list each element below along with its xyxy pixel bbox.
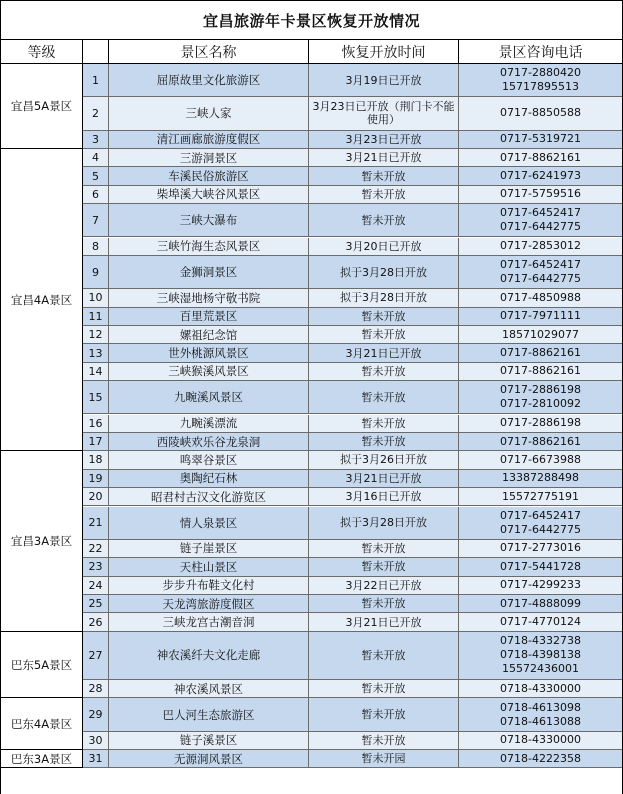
attraction-name: 车溪民俗旅游区 (109, 167, 309, 184)
reopen-time: 暂未开放 (309, 326, 459, 343)
attraction-name: 西陵峡欢乐谷龙泉洞 (109, 433, 309, 450)
phone-cell (459, 732, 622, 749)
phone-cell (459, 344, 622, 361)
attraction-name: 百里荒景区 (109, 308, 309, 325)
level-group-label: 巴东4A景区 (1, 698, 83, 750)
attraction-name: 三峡人家 (109, 97, 309, 129)
phone-number: 0717-6452417 (500, 508, 581, 522)
row-number: 28 (83, 680, 109, 697)
attraction-name: 天柱山景区 (109, 558, 309, 575)
row-number: 29 (83, 698, 109, 730)
phone-number: 0717-8862161 (500, 364, 581, 378)
phone-cell (459, 289, 622, 306)
row-number: 12 (83, 326, 109, 343)
phone-number: 0717-6442775 (500, 220, 581, 234)
reopen-time: 暂未开放 (309, 632, 459, 679)
header-level: 等级 (1, 40, 83, 63)
phone-cell (459, 204, 622, 236)
phone-number: 0717-2773016 (500, 541, 581, 555)
phone-number: 0717-4299233 (500, 578, 581, 592)
phone-number: 0717-8862161 (500, 434, 581, 448)
attraction-name: 三峡湿地杨守敬书院 (109, 289, 309, 306)
row-number: 25 (83, 595, 109, 612)
row-number: 23 (83, 558, 109, 575)
phone-number: 0717-4770124 (500, 615, 581, 629)
row-number: 6 (83, 186, 109, 203)
phone-number: 0717-2886198 (500, 383, 581, 397)
reopen-time: 暂未开放 (309, 732, 459, 749)
table-row (83, 470, 622, 488)
table-row (83, 632, 622, 680)
reopen-time: 暂未开放 (309, 167, 459, 184)
table-row (83, 540, 622, 558)
attraction-name: 三峡大瀑布 (109, 204, 309, 236)
phone-cell (459, 363, 622, 380)
table-row (83, 97, 622, 130)
attraction-name: 柴埠溪大峡谷风景区 (109, 186, 309, 203)
reopen-time: 暂未开园 (309, 750, 459, 767)
row-number: 3 (83, 131, 109, 148)
phone-cell (459, 308, 622, 325)
attraction-name: 屈原故里文化旅游区 (109, 64, 309, 96)
reopen-time: 3月19日已开放 (309, 64, 459, 96)
attraction-name: 昭君村古汉文化游览区 (109, 488, 309, 505)
phone-cell (459, 698, 622, 730)
phone-number: 0718-4330000 (500, 681, 581, 695)
attraction-name: 三峡龙宫古潮音洞 (109, 613, 309, 630)
reopen-time: 暂未开放 (309, 680, 459, 697)
level-group-label: 宜昌4A景区 (1, 149, 83, 451)
level-group-label: 巴东5A景区 (1, 632, 83, 699)
phone-cell (459, 577, 622, 594)
level-group-label: 宜昌3A景区 (1, 451, 83, 632)
phone-number: 0717-2810092 (500, 397, 581, 411)
row-number: 21 (83, 507, 109, 539)
table-row (83, 64, 622, 97)
attraction-name: 鸣翠谷景区 (109, 451, 309, 468)
row-number: 22 (83, 540, 109, 557)
phone-number: 0718-4613098 (500, 700, 581, 714)
attraction-name: 天龙湾旅游度假区 (109, 595, 309, 612)
phone-cell (459, 451, 622, 468)
attraction-name: 奥陶纪石林 (109, 470, 309, 487)
phone-cell (459, 64, 622, 96)
phone-cell (459, 632, 622, 679)
table-row (83, 595, 622, 613)
header-time: 恢复开放时间 (309, 40, 459, 63)
phone-number: 0717-2853012 (500, 239, 581, 253)
reopen-time: 暂未开放 (309, 540, 459, 557)
attraction-name: 链子溪景区 (109, 732, 309, 749)
reopen-time: 3月21日已开放 (309, 613, 459, 630)
phone-cell (459, 415, 622, 432)
table-row (83, 131, 622, 149)
reopen-time: 暂未开放 (309, 363, 459, 380)
reopen-time: 拟于3月28日开放 (309, 256, 459, 288)
phone-number: 0717-2880420 (500, 66, 581, 80)
table-row (83, 613, 622, 631)
row-number: 10 (83, 289, 109, 306)
phone-cell (459, 750, 622, 767)
row-number: 19 (83, 470, 109, 487)
table-row (83, 256, 622, 289)
table-header (1, 40, 622, 64)
phone-cell (459, 326, 622, 343)
phone-number: 0718-4613088 (500, 714, 581, 728)
row-number: 9 (83, 256, 109, 288)
attraction-name: 清江画廊旅游度假区 (109, 131, 309, 148)
phone-number: 18571029077 (502, 327, 579, 341)
table-row (83, 149, 622, 167)
row-number: 18 (83, 451, 109, 468)
table-row (83, 451, 622, 469)
table-row (83, 698, 622, 731)
phone-number: 0717-8862161 (500, 346, 581, 360)
phone-cell (459, 433, 622, 450)
table-row (83, 186, 622, 204)
attraction-name: 世外桃源风景区 (109, 344, 309, 361)
reopen-time: 拟于3月28日开放 (309, 507, 459, 539)
phone-number: 0717-7971111 (500, 309, 581, 323)
reopen-time: 3月23日已开放 (309, 131, 459, 148)
phone-cell (459, 470, 622, 487)
reopen-time: 暂未开放 (309, 186, 459, 203)
row-number: 5 (83, 167, 109, 184)
phone-number: 0718-4330000 (500, 733, 581, 747)
table-row (83, 558, 622, 576)
reopen-time: 暂未开放 (309, 381, 459, 413)
phone-number: 0717-6442775 (500, 272, 581, 286)
level-group-label: 宜昌5A景区 (1, 64, 83, 149)
attraction-name: 三峡竹海生态风景区 (109, 238, 309, 255)
attraction-name: 金狮洞景区 (109, 256, 309, 288)
attraction-name: 嫘祖纪念馆 (109, 326, 309, 343)
phone-number: 15572775191 (502, 489, 579, 503)
reopen-time: 3月16日已开放 (309, 488, 459, 505)
attraction-name: 无源洞风景区 (109, 750, 309, 767)
row-number: 27 (83, 632, 109, 679)
attraction-name: 巴人河生态旅游区 (109, 698, 309, 730)
phone-cell (459, 97, 622, 129)
phone-number: 0718-4222358 (500, 751, 581, 765)
attraction-name: 九畹溪风景区 (109, 381, 309, 413)
phone-cell (459, 507, 622, 539)
row-number: 20 (83, 488, 109, 505)
row-number: 11 (83, 308, 109, 325)
phone-number: 0717-8850588 (500, 106, 581, 120)
reopen-time: 暂未开放 (309, 308, 459, 325)
phone-cell (459, 381, 622, 413)
table-row (83, 680, 622, 698)
phone-number: 0717-8862161 (500, 150, 581, 164)
level-group-label: 巴东3A景区 (1, 750, 83, 768)
phone-number: 0717-5759516 (500, 187, 581, 201)
header-no (83, 40, 109, 63)
phone-number: 0717-6241973 (500, 169, 581, 183)
phone-number: 15717895513 (502, 80, 579, 94)
phone-cell (459, 186, 622, 203)
row-number: 2 (83, 97, 109, 129)
table-row (83, 326, 622, 344)
header-phone: 景区咨询电话 (498, 44, 583, 61)
row-number: 8 (83, 238, 109, 255)
phone-cell (459, 488, 622, 505)
table-row (83, 363, 622, 381)
table-row (83, 507, 622, 540)
header-name: 景区名称 (109, 40, 309, 63)
phone-cell (459, 167, 622, 184)
reopen-time: 3月21日已开放 (309, 149, 459, 166)
table-row (83, 204, 622, 237)
reopen-time: 3月21日已开放 (309, 344, 459, 361)
table-row (83, 344, 622, 362)
attraction-name: 神农溪风景区 (109, 680, 309, 697)
row-number: 7 (83, 204, 109, 236)
reopen-time: 暂未开放 (309, 415, 459, 432)
reopen-time: 3月23日已开放（荆门卡不能使用） (309, 97, 459, 129)
table-row (83, 732, 622, 750)
phone-number: 13387288498 (502, 471, 579, 485)
phone-number: 15572436001 (502, 662, 579, 676)
phone-number: 0718-4398138 (500, 648, 581, 662)
reopen-time: 3月22日已开放 (309, 577, 459, 594)
row-number: 1 (83, 64, 109, 96)
attraction-name: 三游洞景区 (109, 149, 309, 166)
phone-number: 0717-4888099 (500, 596, 581, 610)
table-row (83, 308, 622, 326)
table-row (83, 577, 622, 595)
table-row (83, 750, 622, 768)
table-row (83, 415, 622, 433)
phone-number: 0717-6452417 (500, 206, 581, 220)
phone-number: 0717-4850988 (500, 290, 581, 304)
attraction-name: 情人泉景区 (109, 507, 309, 539)
phone-number: 0717-2886198 (500, 416, 581, 430)
row-number: 31 (83, 750, 109, 767)
phone-cell (459, 595, 622, 612)
reopen-time: 暂未开放 (309, 558, 459, 575)
phone-cell (459, 613, 622, 630)
phone-cell (459, 558, 622, 575)
row-number: 26 (83, 613, 109, 630)
phone-number: 0717-6452417 (500, 258, 581, 272)
reopen-time: 3月20日已开放 (309, 238, 459, 255)
reopen-time: 暂未开放 (309, 433, 459, 450)
phone-number: 0717-5319721 (500, 132, 581, 146)
attraction-name: 步步升布鞋文化村 (109, 577, 309, 594)
phone-cell (459, 238, 622, 255)
table-row (83, 167, 622, 185)
attraction-name: 三峡猴溪风景区 (109, 363, 309, 380)
reopen-time: 拟于3月28日开放 (309, 289, 459, 306)
table-row (83, 488, 622, 506)
attraction-name: 九畹溪漂流 (109, 415, 309, 432)
row-number: 4 (83, 149, 109, 166)
phone-cell (459, 149, 622, 166)
row-number: 15 (83, 381, 109, 413)
phone-number: 0717-5441728 (500, 559, 581, 573)
row-number: 30 (83, 732, 109, 749)
table-row (83, 289, 622, 307)
phone-number: 0717-6442775 (500, 522, 581, 536)
row-number: 17 (83, 433, 109, 450)
reopen-time: 暂未开放 (309, 698, 459, 730)
reopen-time: 拟于3月26日开放 (309, 451, 459, 468)
phone-cell (459, 131, 622, 148)
table-row (83, 433, 622, 451)
phone-cell (459, 256, 622, 288)
reopen-time: 暂未开放 (309, 204, 459, 236)
reopen-time: 3月21日已开放 (309, 470, 459, 487)
row-number: 16 (83, 415, 109, 432)
phone-cell (459, 680, 622, 697)
row-number: 14 (83, 363, 109, 380)
table-row (83, 381, 622, 414)
row-number: 13 (83, 344, 109, 361)
phone-number: 0718-4332738 (500, 634, 581, 648)
table-row (83, 238, 622, 256)
sheet-title: 宜昌旅游年卡景区恢复开放情况 (1, 0, 622, 40)
row-number: 24 (83, 577, 109, 594)
reopen-time: 暂未开放 (309, 595, 459, 612)
attraction-name: 链子崖景区 (109, 540, 309, 557)
phone-cell (459, 540, 622, 557)
phone-number: 0717-6673988 (500, 452, 581, 466)
attraction-name: 神农溪纤夫文化走廊 (109, 632, 309, 679)
